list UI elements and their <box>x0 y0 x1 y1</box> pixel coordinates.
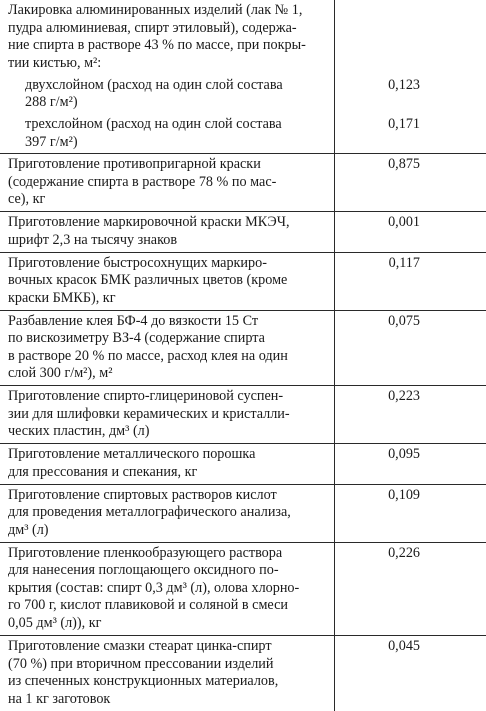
text-line: Приготовление пленкообразующего раствора <box>8 544 283 561</box>
item-description <box>0 114 335 154</box>
text-line: для проведения металлографического анализа, <box>8 504 291 521</box>
text-line: дм³ (л) <box>8 521 49 538</box>
item-description <box>0 212 335 252</box>
text-line: Приготовление металлического порошка <box>8 446 256 463</box>
table-row <box>0 75 486 114</box>
text-line: пудра алюминиевая, спирт этиловый), содержа- <box>8 19 297 36</box>
text-line: го 700 г, кислот плавиковой и соляной в смеси <box>8 597 288 614</box>
text-line: Разбавление клея БФ-4 до вязкости 15 Ст <box>8 312 259 329</box>
text-line: 0,05 дм³ (л)), кг <box>8 614 102 631</box>
text-line: из спеченных конструкционных материалов, <box>8 673 279 690</box>
text-line: Приготовление спирто-глицериновой суспен- <box>8 388 284 405</box>
text-line: слой 300 г/м²), м² <box>8 365 113 382</box>
table-row <box>0 444 486 484</box>
text-line: для нанесения поглощающего оксидного по- <box>8 562 279 579</box>
text-line: 288 г/м²) <box>25 94 78 111</box>
text-line: Приготовление противопригарной краски <box>8 156 261 173</box>
text-line: Приготовление маркировочной краски МКЭЧ, <box>8 214 290 231</box>
text-line: тии кистью, м²: <box>8 54 102 71</box>
item-value: 0,223 <box>335 386 486 444</box>
item-value: 0,123 <box>388 76 420 93</box>
text-line: шрифт 2,3 на тысячу знаков <box>8 231 178 248</box>
item-description <box>0 636 335 711</box>
item-description <box>0 386 335 444</box>
text-line: ние спирта в растворе 43 % по массе, при покры- <box>8 37 306 53</box>
text-line: трехслойном (расход на один слой состава <box>25 116 282 133</box>
text-line: краски БМКБ), кг <box>8 289 116 306</box>
item-value: 0,171 <box>388 116 420 133</box>
text-line: Приготовление быстросохнущих маркиро- <box>8 254 267 271</box>
item-description <box>0 75 335 114</box>
table-row <box>0 0 486 75</box>
table-row <box>0 114 486 154</box>
item-value: 0,075 <box>335 310 486 386</box>
text-line: в растворе 20 % по массе, расход клея на один <box>8 347 288 364</box>
item-value: 0,117 <box>335 252 486 310</box>
table-row <box>0 212 486 252</box>
item-description <box>0 542 335 635</box>
item-description <box>0 310 335 386</box>
table-row <box>0 636 486 711</box>
item-value: 0,001 <box>335 212 486 252</box>
item-value: 0,045 <box>335 636 486 711</box>
text-line: на 1 кг заготовок <box>8 690 111 707</box>
text-line: (70 %) при вторичном прессовании изделий <box>8 655 274 672</box>
item-description <box>0 252 335 310</box>
text-line: для прессования и спекания, кг <box>8 463 198 480</box>
text-line: 397 г/м²) <box>25 133 78 150</box>
table-row <box>0 386 486 444</box>
item-value <box>335 0 486 75</box>
item-value: 0,875 <box>335 154 486 212</box>
text-line: ческих пластин, дм³ (л) <box>8 423 150 440</box>
text-line: двухслойном (расход на один слой состава <box>25 76 283 93</box>
text-line: се), кг <box>8 191 46 208</box>
text-line: зии для шлифовки керамических и кристалли- <box>8 405 290 422</box>
item-description <box>0 0 335 75</box>
item-description <box>0 444 335 484</box>
item-value: 0,226 <box>335 542 486 635</box>
text-line: Приготовление спиртовых растворов кислот <box>8 486 277 503</box>
item-description <box>0 484 335 542</box>
table-row <box>0 484 486 542</box>
text-line: по вискозиметру ВЗ-4 (содержание спирта <box>8 330 265 347</box>
text-line: Лакировка алюминированных изделий (лак № 1, <box>8 2 303 18</box>
table-row <box>0 154 486 212</box>
text-line: (содержание спирта в растворе 78 % по мас- <box>8 173 277 190</box>
table-row <box>0 542 486 635</box>
text-line: крытия (состав: спирт 0,3 дм³ (л), олова хлорно- <box>8 579 300 596</box>
table-row <box>0 310 486 386</box>
table-row <box>0 252 486 310</box>
text-line: вочных красок БМК различных цветов (кроме <box>8 272 288 289</box>
item-value: 0,109 <box>335 484 486 542</box>
item-description <box>0 154 335 212</box>
text-line: Приготовление смазки стеарат цинка-спирт <box>8 638 272 655</box>
item-value: 0,095 <box>335 444 486 484</box>
